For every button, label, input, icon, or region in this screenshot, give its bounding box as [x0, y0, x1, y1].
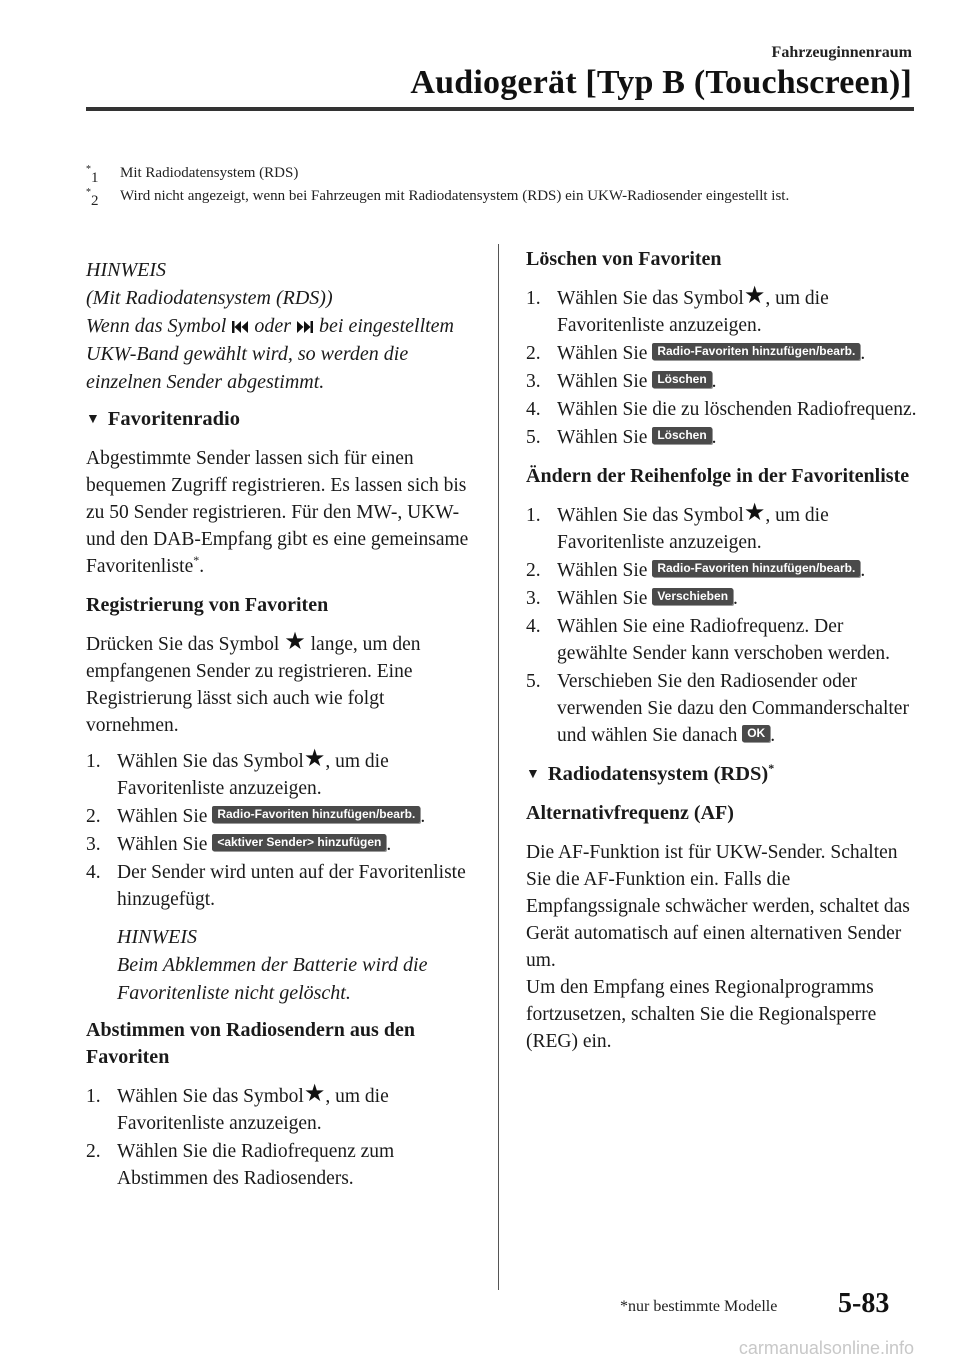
- list-item: 1. Wählen Sie das Symbol★, um die Favoritenliste anzuzeigen.: [86, 746, 389, 799]
- watermark: carmanualsonline.info: [0, 1336, 960, 1360]
- list-item: 4. Wählen Sie die zu löschenden Radiofrequenz.: [526, 399, 917, 420]
- heading-rds: ▼ Radiodatensystem (RDS)*: [526, 761, 918, 788]
- list-item: 5. Verschieben Sie den Radiosender oder verwenden Sie dazu den Commanderschalter und wählen Sie danach OK .: [526, 671, 909, 746]
- add-active-station-button[interactable]: <aktiver Sender> hinzufügen: [212, 834, 386, 851]
- header-rule: [86, 107, 914, 111]
- heading-registrierung: Registrierung von Favoriten: [86, 594, 329, 616]
- star-icon: ★: [303, 746, 326, 772]
- heading-loeschen: Löschen von Favoriten: [526, 248, 722, 270]
- note-battery: HINWEIS Beim Abklemmen der Batterie wird die Favoritenliste nicht gelöscht.: [117, 926, 428, 1004]
- steps-loeschen: [526, 285, 918, 451]
- add-edit-favorites-button[interactable]: Radio-Favoriten hinzufügen/bearb.: [652, 560, 860, 577]
- skip-next-icon: [296, 320, 314, 334]
- paragraph-af-2: Um den Empfang eines Regionalprogramms fortzusetzen, schalten Sie die Regionalsperre (REG) ein.: [526, 977, 877, 1052]
- star-icon: ★: [284, 629, 306, 655]
- right-column: [526, 246, 918, 1064]
- column-divider: [498, 244, 499, 1290]
- page-number: 5-83: [838, 1288, 890, 1319]
- delete-button[interactable]: Löschen: [652, 427, 711, 444]
- move-button[interactable]: Verschieben: [652, 588, 733, 605]
- footnote-2: *2 Wird nicht angezeigt, wenn bei Fahrzeugen mit Radiodatensystem (RDS) ein UKW-Radiosender eingestellt ist.: [86, 187, 790, 209]
- footnote-1: *1 Mit Radiodatensystem (RDS): [86, 164, 299, 186]
- paragraph-favoriten-intro: Abgestimmte Sender lassen sich für einen bequemen Zugriff registrieren. Es lassen sich bis zu 50 Sender registrieren. Für den MW-, UKW- und den DAB-Empfang gibt es eine gemeinsame Favoritenliste*.: [86, 448, 469, 577]
- note-body: Wenn das Symbol oder bei eingestelltem UKW-Band gewählt wird, so werden die einzelnen Sender abgestimmt.: [86, 315, 454, 393]
- steps-reihenfolge: [526, 502, 918, 749]
- list-item: 1. Wählen Sie das Symbol★, um die Favoritenliste anzuzeigen.: [526, 283, 829, 336]
- star-icon: ★: [303, 1081, 326, 1107]
- heading-favoritenradio: ▼ Favoritenradio: [86, 406, 478, 433]
- list-item: 2. Wählen Sie Radio-Favoriten hinzufügen/bearb. .: [526, 343, 866, 364]
- page-title: Audiogerät [Typ B (Touchscreen)]: [410, 64, 912, 101]
- heading-reihenfolge: Ändern der Reihenfolge in der Favoritenliste: [526, 465, 910, 487]
- list-item: 5. Wählen Sie Löschen .: [526, 427, 717, 448]
- star-icon: ★: [743, 283, 766, 309]
- paragraph-registrierung: Drücken Sie das Symbol ★ lange, um den empfangenen Sender zu registrieren. Eine Registrierung lässt sich auch wie folgt vornehmen.: [86, 629, 421, 736]
- list-item: 1. Wählen Sie das Symbol★, um die Favoritenliste anzuzeigen.: [86, 1081, 389, 1134]
- footer-note: *nur bestimmte Modelle: [620, 1298, 778, 1315]
- list-item: 4. Der Sender wird unten auf der Favoritenliste hinzugefügt.: [86, 862, 466, 910]
- add-edit-favorites-button[interactable]: Radio-Favoriten hinzufügen/bearb.: [652, 343, 860, 360]
- list-item: 2. Wählen Sie Radio-Favoriten hinzufügen/bearb. .: [86, 806, 426, 827]
- triangle-bullet-icon: ▼: [86, 412, 100, 427]
- list-item: 3. Wählen Sie Verschieben .: [526, 588, 738, 609]
- paragraph-af-1: Die AF-Funktion ist für UKW-Sender. Schalten Sie die AF-Funktion ein. Falls die Empfangssignale schwächer werden, schaltet das Gerät automatisch auf einen alternativen Sender um.: [526, 842, 910, 971]
- heading-abstimmen: Abstimmen von Radiosendern aus den Favoriten: [86, 1019, 415, 1068]
- add-edit-favorites-button[interactable]: Radio-Favoriten hinzufügen/bearb.: [212, 806, 420, 823]
- list-item: 1. Wählen Sie das Symbol★, um die Favoritenliste anzuzeigen.: [526, 500, 829, 553]
- star-icon: ★: [743, 500, 766, 526]
- section-label: Fahrzeuginnenraum: [771, 44, 912, 61]
- note-subtitle: (Mit Radiodatensystem (RDS)): [86, 287, 333, 309]
- footnote-marker: *: [193, 553, 200, 567]
- list-item: 2. Wählen Sie die Radiofrequenz zum Abstimmen des Radiosenders.: [86, 1141, 395, 1189]
- heading-af: Alternativfrequenz (AF): [526, 802, 734, 824]
- steps-abstimmen: [86, 1083, 478, 1192]
- steps-registrierung: [86, 748, 478, 913]
- delete-button[interactable]: Löschen: [652, 371, 711, 388]
- list-item: 4. Wählen Sie eine Radiofrequenz. Der gewählte Sender kann verschoben werden.: [526, 616, 890, 664]
- left-column: [86, 256, 478, 1202]
- ok-button[interactable]: OK: [742, 725, 770, 742]
- skip-previous-icon: [231, 320, 249, 334]
- triangle-bullet-icon: ▼: [526, 767, 540, 782]
- list-item: 3. Wählen Sie <aktiver Sender> hinzufügen .: [86, 834, 392, 855]
- list-item: 3. Wählen Sie Löschen .: [526, 371, 717, 392]
- list-item: 2. Wählen Sie Radio-Favoriten hinzufügen/bearb. .: [526, 560, 866, 581]
- note-title: HINWEIS: [86, 259, 166, 281]
- footnote-marker: *: [768, 761, 775, 775]
